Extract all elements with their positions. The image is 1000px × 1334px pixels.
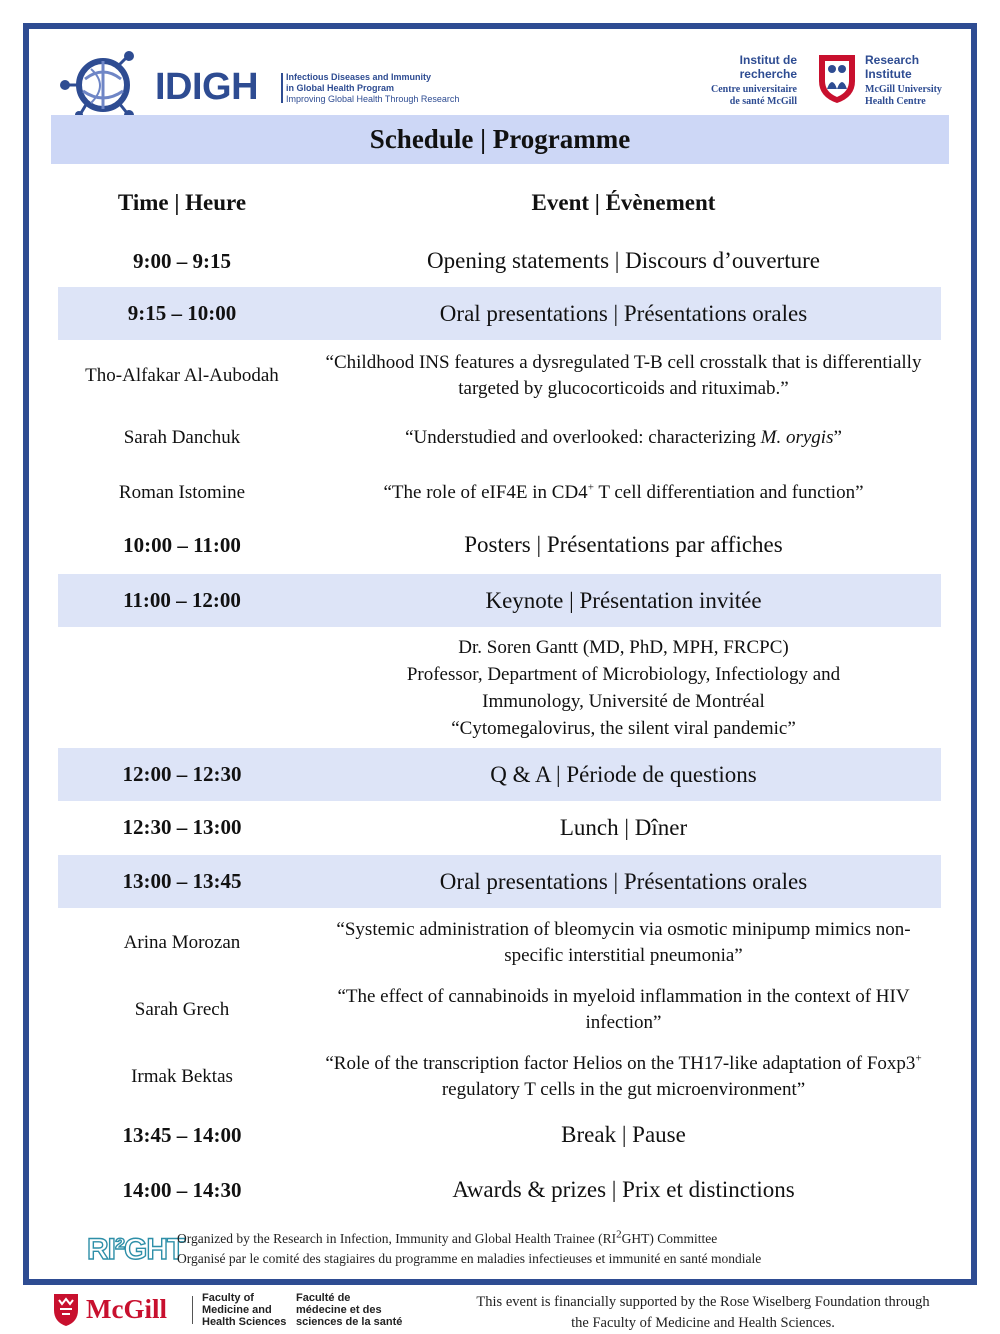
event-cell: Posters | Présentations par affiches xyxy=(464,532,783,557)
idigh-subtitle xyxy=(286,72,546,105)
keynote-title: “Cytomegalovirus, the silent viral pandemic” xyxy=(451,718,796,739)
talk-row xyxy=(58,981,941,1039)
time-cell: 11:00 – 12:00 xyxy=(123,588,241,612)
event-cell: Oral presentations | Présentations orales xyxy=(439,868,808,894)
time-cell: 10:00 – 11:00 xyxy=(123,532,241,557)
idigh-logo xyxy=(57,49,477,121)
organizer-en: Organized by the Research in Infection, Immunity and Global Health Trainee $(RI^2GHT)$ Committee xyxy=(177,1228,718,1246)
event-cell: Keynote | Présentation invitée xyxy=(485,587,762,613)
rimuhc-fr-line2: recherche xyxy=(739,67,797,81)
right-logo-text: RI²GHT xyxy=(87,1233,185,1266)
rimuhc-fr-line4: de santé McGill xyxy=(729,96,797,107)
talk-row xyxy=(58,1048,941,1106)
schedule-row xyxy=(58,235,941,287)
talk-title: “Systemic administration of bleomycin via osmotic minipump mimics non-specific interstitial pneumonia” xyxy=(336,919,911,966)
muhc-emblem-icon xyxy=(815,51,859,105)
event-column-header: Event | Évènement xyxy=(531,190,716,215)
talk-title: “Role of the transcription factor Helios on the TH17-like adaptation of Foxp3+ regulatory T cells in the gut microenvironment” xyxy=(325,1052,922,1100)
schedule-row xyxy=(58,574,941,627)
page-title: Schedule | Programme xyxy=(51,115,949,164)
event-cell: Opening statements | Discours d’ouverture xyxy=(427,248,820,273)
presenter-name: Tho-Alfakar Al-Aubodah xyxy=(85,365,279,386)
talk-title: “Childhood INS features a dysregulated T-B cell crosstalk that is differentially targeted by glucocorticoids and rituximab.” xyxy=(325,352,922,399)
rimuhc-en-line4: Health Centre xyxy=(865,96,926,107)
keynote-affiliation-1: Professor, Department of Microbiology, Infectiology and xyxy=(406,664,841,685)
right-committee-logo xyxy=(85,1227,185,1267)
idigh-line1: Infectious Diseases and Immunity xyxy=(286,72,432,82)
schedule-row xyxy=(58,287,941,340)
talk-row xyxy=(58,914,941,972)
mcgill-divider xyxy=(192,1296,193,1324)
organizer-fr: Organisé par le comité des stagiaires du programme en maladies infectieuses et immunité en santé mondiale xyxy=(177,1251,762,1266)
schedule-row xyxy=(58,801,941,854)
schedule-row xyxy=(58,519,941,571)
time-cell: 9:00 – 9:15 xyxy=(133,248,231,273)
event-cell: Lunch | Dîner xyxy=(559,814,688,840)
rimuhc-fr-line3: Centre universitaire xyxy=(710,84,797,95)
keynote-affiliation-2: Immunology, Université de Montréal xyxy=(482,691,765,712)
time-cell: 9:15 – 10:00 xyxy=(127,301,237,325)
time-cell: 13:00 – 13:45 xyxy=(122,869,242,893)
schedule-row xyxy=(58,1110,941,1160)
idigh-tagline: Improving Global Health Through Research xyxy=(286,94,460,104)
talk-title: “The effect of cannabinoids in myeloid inflammation in the context of HIV infection” xyxy=(337,986,910,1033)
time-cell: 14:00 – 14:30 xyxy=(122,1177,242,1202)
globe-network-icon xyxy=(57,49,149,121)
mcgill-crest-icon xyxy=(52,1292,80,1328)
schedule-row xyxy=(58,1165,941,1215)
talk-row xyxy=(58,421,941,455)
presenter-name: Irmak Bektas xyxy=(131,1066,233,1087)
rimuhc-english xyxy=(865,53,942,108)
faculty-french: Faculté de médecine et des sciences de la santé xyxy=(296,1292,403,1328)
talk-row xyxy=(58,476,941,510)
talk-title: “The role of eIF4E in CD4+ T cell differentiation and function” xyxy=(383,481,864,503)
presenter-name: Arina Morozan xyxy=(123,932,241,953)
event-cell: Awards & prizes | Prix et distinctions xyxy=(452,1177,795,1202)
keynote-text xyxy=(306,634,941,742)
event-cell: Oral presentations | Présentations orales xyxy=(439,300,808,326)
page-frame xyxy=(23,23,977,1285)
faculty-english: Faculty of Medicine and Health Sciences xyxy=(202,1292,287,1328)
rimuhc-fr-line1: Institut de xyxy=(739,53,797,67)
time-column-header: Time | Heure xyxy=(117,190,247,215)
idigh-line2: in Global Health Program xyxy=(286,83,395,93)
talk-title: “Understudied and overlooked: characterizing M. orygis” xyxy=(405,427,842,448)
presenter-name: Sarah Danchuk xyxy=(123,427,241,448)
presenter-name: Sarah Grech xyxy=(134,999,230,1020)
keynote-details xyxy=(58,633,941,743)
mcgill-wordmark: McGill xyxy=(86,1294,167,1324)
event-cell: Q & A | Période de questions xyxy=(490,761,757,787)
time-cell: 12:00 – 12:30 xyxy=(122,762,242,786)
schedule-row xyxy=(58,855,941,908)
idigh-divider xyxy=(281,73,283,103)
keynote-speaker: Dr. Soren Gantt (MD, PhD, MPH, FRCPC) xyxy=(458,637,789,658)
rimuhc-en-line2: Institute xyxy=(865,67,912,81)
schedule-header xyxy=(58,181,941,225)
time-cell: 13:45 – 14:00 xyxy=(122,1122,242,1147)
event-cell: Break | Pause xyxy=(561,1122,686,1147)
talk-row xyxy=(58,347,941,405)
presenter-name: Roman Istomine xyxy=(118,482,246,503)
rimuhc-en-line3: McGill University xyxy=(865,84,942,95)
time-cell: 12:30 – 13:00 xyxy=(122,815,242,839)
schedule-row xyxy=(58,748,941,801)
organizer-note xyxy=(177,1229,937,1269)
rimuhc-en-line1: Research xyxy=(865,53,920,67)
idigh-wordmark: IDIGH xyxy=(155,66,259,108)
rimuhc-french xyxy=(711,53,797,108)
mcgill-logo xyxy=(52,1290,432,1330)
funding-note: This event is financially supported by the Rose Wiselberg Foundation through the Faculty of Medicine and Health Sciences. xyxy=(476,1294,930,1331)
